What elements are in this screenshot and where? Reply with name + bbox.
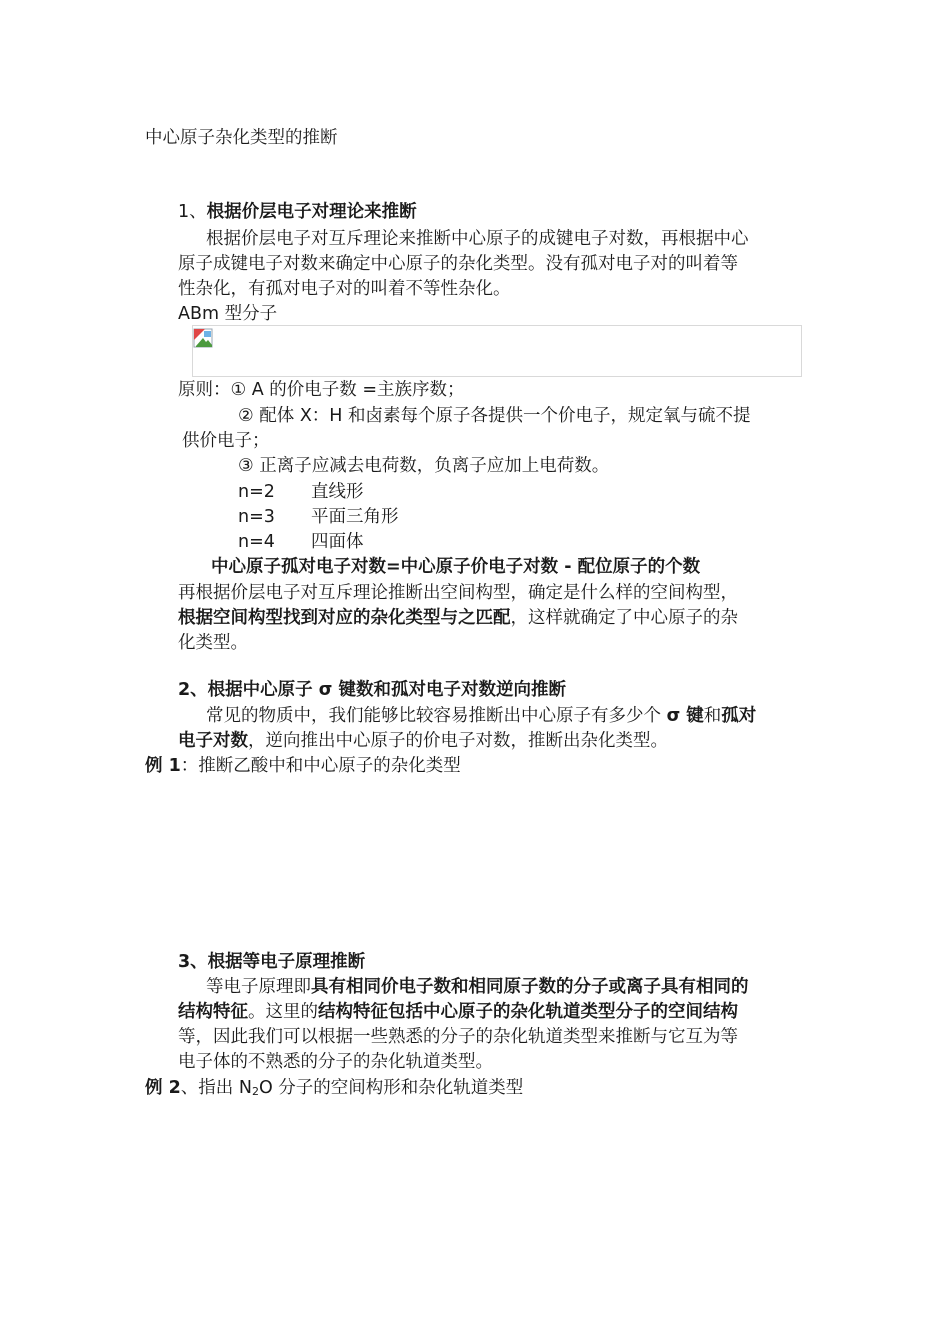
section-1-para-line-3: 性杂化，有孤对电子对的叫着不等性杂化。 xyxy=(178,279,511,299)
section-1-para-line-5 xyxy=(178,606,738,631)
section-1-para-line-1: 根据价层电子对互斥理论来推断中心原子的成键电子对数，再根据中心 xyxy=(206,229,749,249)
example-label: 例 2 xyxy=(145,1078,181,1098)
text-run: 常见的物质中，我们能够比较容易推断出中心原子有多少个 xyxy=(206,706,667,726)
example-1 xyxy=(145,754,461,779)
rule-2-continued: 供价电子； xyxy=(182,431,270,451)
text-run: ，这样就确定了中心原子的杂 xyxy=(510,608,738,628)
example-text: 、指出 N xyxy=(180,1078,252,1098)
n-row-shape: 直线形 xyxy=(311,482,364,502)
n-row-shape: 平面三角形 xyxy=(311,507,399,527)
section-1-para-line-4: 再根据价层电子对互斥理论推断出空间构型，确定是什么样的空间构型， xyxy=(178,583,738,603)
abm-label: ABm 型分子 xyxy=(178,304,278,324)
rule-3: ③ 正离子应减去电荷数，负离子应加上电荷数。 xyxy=(238,456,610,476)
text-run: 等电子原理即 xyxy=(206,977,311,997)
subscript: 2 xyxy=(251,1085,259,1098)
example-label: 例 1 xyxy=(145,756,181,776)
emphasis: 结构特征 xyxy=(178,1002,248,1022)
n-row-shape: 四面体 xyxy=(311,532,364,552)
emphasis: σ 键 xyxy=(666,706,704,726)
section-2-para-line-1 xyxy=(206,704,756,729)
section-3-heading: 3、根据等电子原理推断 xyxy=(178,952,366,972)
section-1-number: 1、 xyxy=(178,202,207,222)
doc-title: 中心原子杂化类型的推断 xyxy=(145,128,338,148)
section-2-para-line-2 xyxy=(178,729,668,754)
section-1-heading xyxy=(178,200,417,225)
text-run: 。这里的 xyxy=(248,1002,318,1022)
lone-pair-formula: 中心原子孤对电子对数=中心原子价电子对数 - 配位原子的个数 xyxy=(211,557,701,577)
example-text: ：推断乙酸中和中心原子的杂化类型 xyxy=(180,756,461,776)
text-run: ，逆向推出中心原子的价电子对数，推断出杂化类型。 xyxy=(248,731,668,751)
section-3-para-line-1 xyxy=(206,975,749,1000)
rule-2: ② 配体 X：H 和卤素每个原子各提供一个价电子，规定氧与硫不提 xyxy=(238,406,751,426)
broken-image-placeholder xyxy=(192,325,802,377)
broken-image-icon xyxy=(193,328,213,348)
emphasis: 电子对数 xyxy=(178,731,248,751)
emphasis: 具有相同价电子数和相同原子数的分子或离子具有相同的 xyxy=(311,977,749,997)
example-2 xyxy=(145,1076,523,1104)
rule-1: 原则：① A 的价电子数 =主族序数； xyxy=(178,380,465,400)
section-1-para-line-2: 原子成键电子对数来确定中心原子的杂化类型。没有孤对电子对的叫着等 xyxy=(178,254,738,274)
n-row-n: n=2 xyxy=(238,482,275,502)
emphasis: 结构特征包括中心原子的杂化轨道类型分子的空间结构 xyxy=(318,1002,738,1022)
emphasis: 根据空间构型找到对应的杂化类型与之匹配 xyxy=(178,608,511,628)
section-3-para-line-2 xyxy=(178,1000,738,1025)
n-row-n: n=3 xyxy=(238,507,275,527)
example-text-rest: O 分子的空间构形和杂化轨道类型 xyxy=(258,1078,524,1098)
text-run: 和 xyxy=(703,706,722,726)
section-2-heading: 2、根据中心原子 σ 键数和孤对电子对数逆向推断 xyxy=(178,680,566,700)
section-1-para-line-6: 化类型。 xyxy=(178,633,248,653)
section-1-title: 根据价层电子对理论来推断 xyxy=(206,202,417,222)
section-3-para-line-4: 电子体的不熟悉的分子的杂化轨道类型。 xyxy=(178,1052,493,1072)
n-row-n: n=4 xyxy=(238,532,275,552)
emphasis: 孤对 xyxy=(721,706,757,726)
section-3-para-line-3: 等，因此我们可以根据一些熟悉的分子的杂化轨道类型来推断与它互为等 xyxy=(178,1027,738,1047)
